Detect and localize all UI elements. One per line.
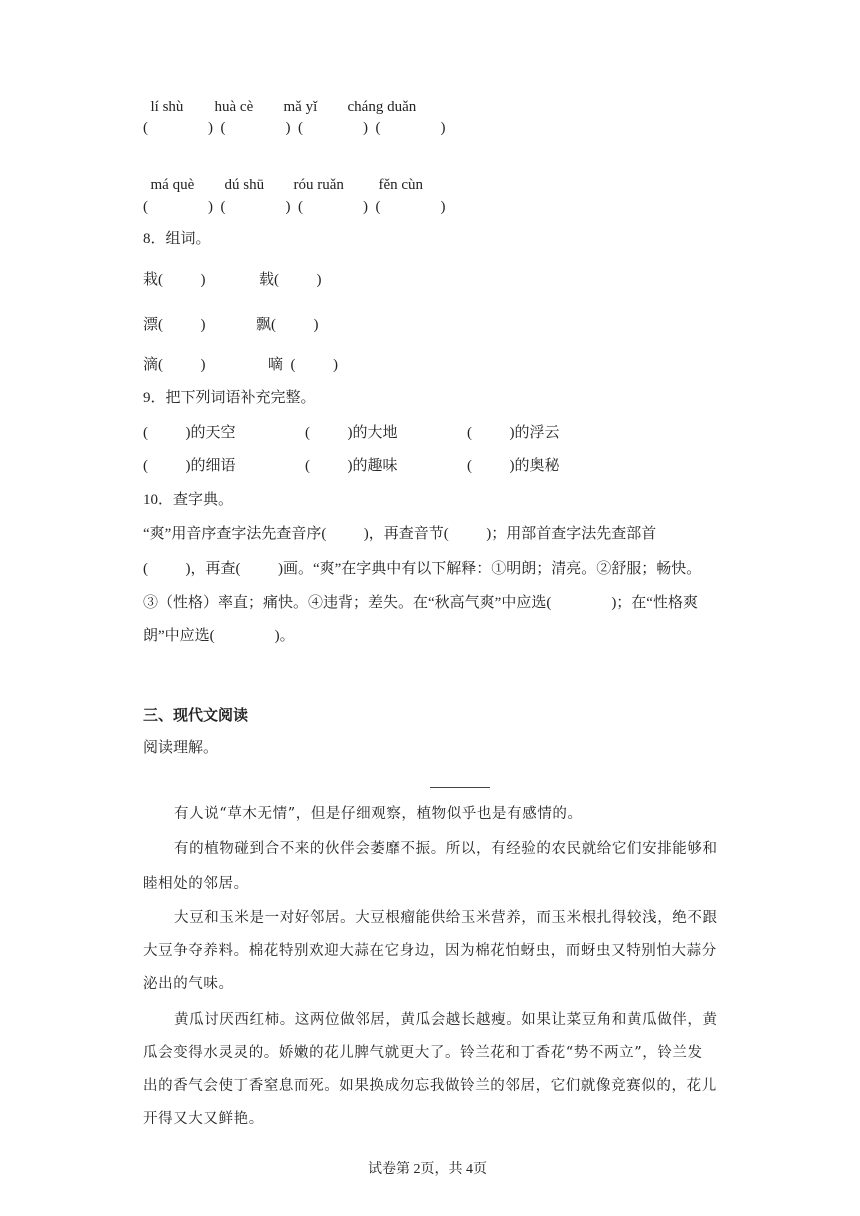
pinyin-item: huà cè (214, 99, 254, 115)
pinyin-item: mǎ yǐ (283, 99, 318, 115)
pinyin-item: fěn cùn (378, 177, 424, 193)
passage-line: 大豆争夺养料。棉花特别欢迎大蒜在它身边，因为棉花怕蚜虫，而蚜虫又特别怕大蒜分 (143, 943, 717, 959)
word-group-item[interactable]: 滴( ) (143, 357, 206, 373)
pinyin-item: róu ruǎn (293, 177, 344, 193)
word-group-item[interactable]: 飘( ) (256, 317, 319, 333)
section-heading: 三、现代文阅读 (143, 706, 249, 724)
passage-line: 开得又大又鲜艳。 (143, 1111, 264, 1127)
pinyin-row-2 (143, 158, 423, 194)
question-10-line: “爽”用音序查字法先查音序( )，再查音节( )；用部首查字法先查部首 (143, 526, 657, 542)
question-10-line: 朗”中应选( )。 (143, 628, 295, 644)
section-instruction: 阅读理解。 (143, 740, 219, 756)
passage-line: 大豆和玉米是一对好邻居。大豆根瘤能供给玉米营养，而玉米根扎得较浅，绝不跟 (174, 910, 718, 926)
answer-blanks-row-1[interactable]: ( ) ( ) ( ) ( ) (143, 120, 446, 136)
passage-line: 有人说“草木无情”，但是仔细观察，植物似乎也是有感情的。 (174, 806, 583, 822)
fill-phrase[interactable]: ( )的大地 (305, 425, 398, 441)
passage-line: 出的香气会使丁香窒息而死。如果换成勿忘我做铃兰的邻居，它们就像竞赛似的，花儿 (143, 1078, 717, 1094)
fill-phrase[interactable]: ( )的天空 (143, 425, 236, 441)
passage-line: 睦相处的邻居。 (143, 876, 249, 892)
passage-line: 黄瓜讨厌西红柿。这两位做邻居，黄瓜会越长越瘦。如果让菜豆角和黄瓜做伴，黄 (174, 1012, 718, 1028)
word-group-item[interactable]: 漂( ) (143, 317, 206, 333)
pinyin-item: cháng duǎn (347, 99, 417, 115)
question-8-title: 8．组词。 (143, 231, 211, 247)
pinyin-item: má què (150, 177, 195, 193)
passage-line: 有的植物碰到合不来的伙伴会萎靡不振。所以，有经验的农民就给它们安排能够和 (174, 841, 718, 857)
question-9-title: 9．把下列词语补充完整。 (143, 390, 316, 406)
word-group-item[interactable]: 栽( ) (143, 272, 206, 288)
word-group-item[interactable]: 载( ) (259, 272, 322, 288)
fill-phrase[interactable]: ( )的浮云 (467, 425, 560, 441)
question-10-line: ( )，再查( )画。“爽”在字典中有以下解释：①明朗；清亮。②舒服；畅快。 (143, 561, 702, 577)
fill-phrase[interactable]: ( )的细语 (143, 458, 236, 474)
word-group-item[interactable]: 嘀 ( ) (268, 357, 338, 373)
pinyin-row-1 (143, 80, 416, 116)
passage-line: 泌出的气味。 (143, 976, 234, 992)
fill-phrase[interactable]: ( )的奥秘 (467, 458, 560, 474)
answer-blanks-row-2[interactable]: ( ) ( ) ( ) ( ) (143, 199, 446, 215)
passage-line: 瓜会变得水灵灵的。娇嫩的花儿脾气就更大了。铃兰花和丁香花“势不两立”，铃兰发 (143, 1045, 703, 1061)
pinyin-item: dú shū (224, 177, 265, 193)
question-10-title: 10．查字典。 (143, 492, 234, 508)
pinyin-item: lí shù (150, 99, 184, 115)
passage-title-blank (430, 787, 490, 788)
page-footer: 试卷第 2页，共 4页 (368, 1162, 487, 1177)
fill-phrase[interactable]: ( )的趣味 (305, 458, 398, 474)
question-10-line: ③（性格）率直；痛快。④违背；差失。在“秋高气爽”中应选( )；在“性格爽 (143, 595, 698, 611)
